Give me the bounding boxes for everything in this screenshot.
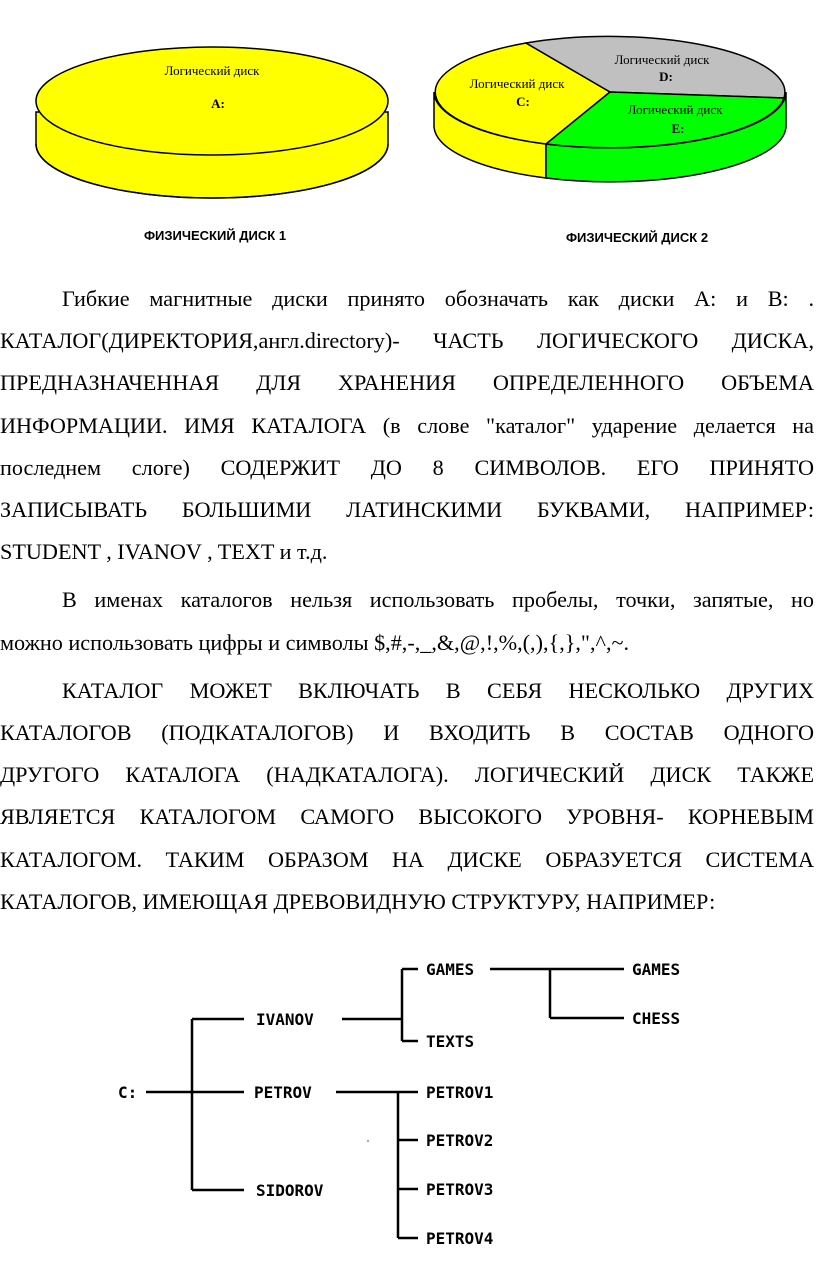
text-line: ЗАПИСЫВАТЬ БОЛЬШИМИ ЛАТИНСКИМИ БУКВАМИ, НАПРИМЕР:: [0, 497, 814, 523]
tree-games-sub: GAMES: [632, 960, 681, 979]
text-line: КАТАЛОГОВ (ПОДКАТАЛОГОВ) И ВХОДИТЬ В СОСТАВ ОДНОГО: [0, 720, 814, 746]
tree-sidorov: SIDOROV: [256, 1181, 324, 1200]
paragraph-tree-structure: [0, 670, 816, 923]
tree-root: C:: [118, 1083, 138, 1102]
disk-2-d-letter: D:: [659, 69, 673, 84]
paragraph-naming-rules: [0, 579, 816, 663]
tree-petrov3: PETROV3: [426, 1180, 494, 1199]
document-body: [0, 278, 816, 923]
tree-petrov1: PETROV1: [426, 1083, 494, 1102]
tree-chess: CHESS: [632, 1009, 681, 1028]
tree-petrov4: PETROV4: [426, 1229, 494, 1248]
text-line: ИНФОРМАЦИИ. ИМЯ КАТАЛОГА (в слове "каталог" ударение делается на: [0, 412, 814, 438]
text-line: КАТАЛОГОВ, ИМЕЮЩАЯ ДРЕВОВИДНУЮ СТРУКТУРУ, НАПРИМЕР:: [0, 888, 716, 914]
disk-2-e-label: Логический диск: [627, 102, 723, 117]
tree-texts: TEXTS: [426, 1032, 475, 1051]
tree-ivanov: IVANOV: [256, 1010, 314, 1029]
text-line: ЯВЛЯЕТСЯ КАТАЛОГОМ САМОГО ВЫСОКОГО УРОВНЯ- КОРНЕВЫМ: [0, 804, 814, 830]
disk-1-caption: ФИЗИЧЕСКИЙ ДИСК 1: [143, 228, 287, 243]
tree-games: GAMES: [426, 960, 475, 979]
stray-dot: [367, 1140, 369, 1142]
disk-2-e-letter: E:: [671, 121, 685, 136]
physical-disk-2: [434, 36, 786, 245]
tree-petrov: PETROV: [254, 1083, 312, 1102]
disk-2-c-letter: C:: [516, 94, 530, 109]
paragraph-floppy-catalog: [0, 278, 816, 573]
text-line: КАТАЛОГОМ. ТАКИМ ОБРАЗОМ НА ДИСКЕ ОБРАЗУЕТСЯ СИСТЕМА: [0, 846, 814, 872]
directory-tree: [0, 940, 816, 1260]
disk-1-letter: A:: [211, 96, 225, 111]
text-line: ДРУГОГО КАТАЛОГА (НАДКАТАЛОГА). ЛОГИЧЕСКИЙ ДИСК ТАКЖЕ: [0, 762, 814, 788]
tree-petrov2: PETROV2: [426, 1131, 494, 1150]
disk-1-label: Логический диск: [164, 63, 260, 78]
disk-2-c-label: Логический диск: [469, 76, 565, 91]
text-line: В именах каталогов нельзя использовать пробелы, точки, запятые, но: [62, 587, 814, 613]
tree-connectors: [146, 969, 624, 1238]
text-line: КАТАЛОГ МОЖЕТ ВКЛЮЧАТЬ В СЕБЯ НЕСКОЛЬКО ДРУГИХ: [62, 677, 814, 703]
disk-2-d-label: Логический диск: [614, 52, 710, 67]
disk-2-caption: ФИЗИЧЕСКИЙ ДИСК 2: [565, 230, 709, 245]
disk-diagram: [0, 0, 816, 260]
text-line: КАТАЛОГ(ДИРЕКТОРИЯ,англ.directory)- ЧАСТЬ ЛОГИЧЕСКОГО ДИСКА,: [0, 328, 814, 354]
physical-disk-1: [36, 47, 388, 243]
text-line: ПРЕДНАЗНАЧЕННАЯ ДЛЯ ХРАНЕНИЯ ОПРЕДЕЛЕННОГО ОБЪЕМА: [0, 370, 814, 396]
text-line: Гибкие магнитные диски принято обозначать как диски A: и B: .: [62, 286, 814, 311]
text-line: последнем слоге) СОДЕРЖИТ ДО 8 СИМВОЛОВ. ЕГО ПРИНЯТО: [0, 454, 814, 480]
text-line: STUDENT , IVANOV , TEXT и т.д.: [0, 539, 328, 565]
text-line: можно использовать цифры и символы $,#,-,_,&,@,!,%,(,),{,},",^,~.: [0, 629, 630, 655]
